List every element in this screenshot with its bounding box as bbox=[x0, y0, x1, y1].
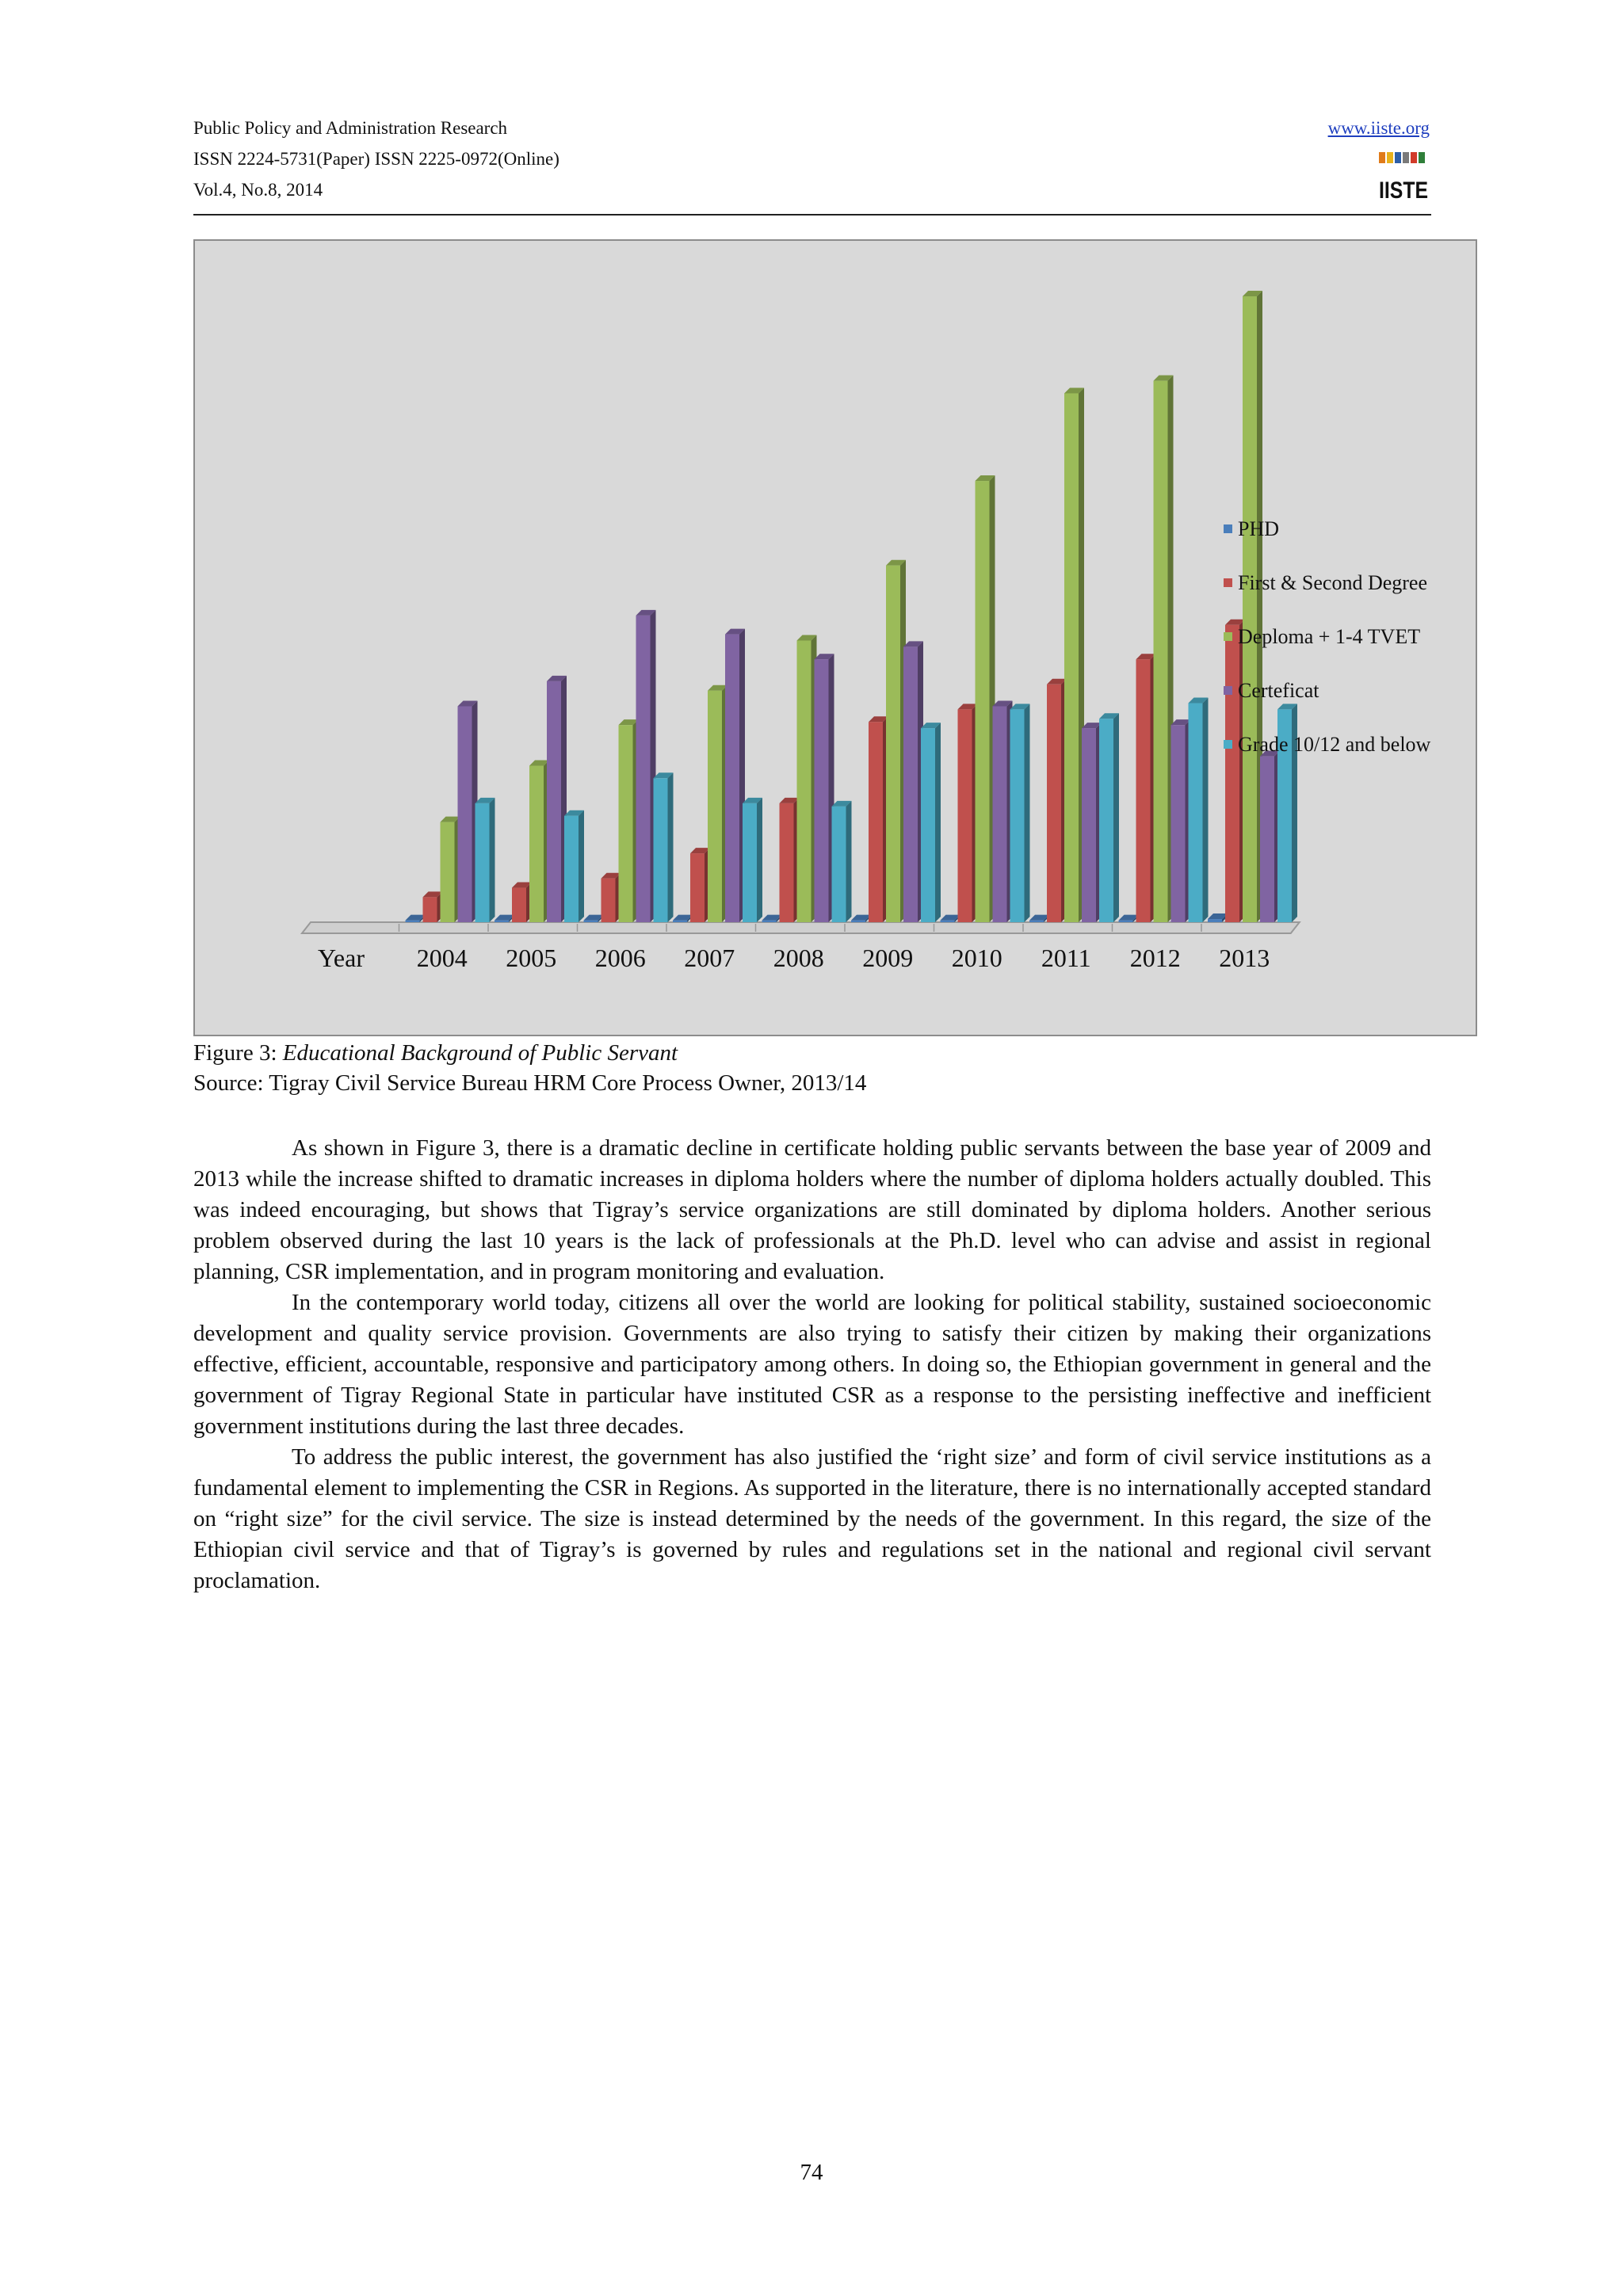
x-tick-label: 2006 bbox=[594, 944, 646, 972]
page-number: 74 bbox=[800, 2160, 823, 2185]
figure-caption bbox=[193, 1038, 866, 1098]
figure-title: Educational Background of Public Servant bbox=[282, 1040, 678, 1066]
x-tick-label: 2011 bbox=[1041, 944, 1091, 972]
legend-swatch bbox=[1224, 524, 1232, 533]
bar-2006-series-3 bbox=[636, 616, 651, 922]
legend-swatch bbox=[1224, 686, 1232, 695]
bar-2011-series-0 bbox=[1029, 921, 1044, 922]
chart-floor bbox=[302, 922, 1300, 933]
iiste-logo-icon bbox=[1377, 149, 1430, 204]
volume-line: Vol.4, No.8, 2014 bbox=[193, 180, 323, 200]
bar-side bbox=[668, 772, 674, 922]
bar-2009-series-1 bbox=[869, 722, 883, 922]
x-tick-label: 2010 bbox=[951, 944, 1002, 972]
bar-side bbox=[935, 723, 941, 922]
legend-label: Grade 10/12 and below bbox=[1238, 733, 1431, 756]
bar-2005-series-1 bbox=[512, 888, 526, 922]
figure-3-chart bbox=[193, 239, 1477, 1036]
bar-2008-series-3 bbox=[815, 659, 829, 922]
bar-2005-series-4 bbox=[564, 816, 579, 922]
bar-2007-series-2 bbox=[708, 691, 722, 922]
bar-2008-series-4 bbox=[832, 807, 846, 922]
bar-2012-series-0 bbox=[1119, 921, 1133, 922]
bar-2004-series-0 bbox=[406, 921, 420, 922]
bar-2012-series-3 bbox=[1171, 725, 1186, 922]
legend-swatch bbox=[1224, 578, 1232, 587]
bar-side bbox=[757, 798, 762, 922]
bar-2012-series-1 bbox=[1136, 659, 1151, 922]
bar-2012-series-4 bbox=[1189, 704, 1203, 923]
bar-2013-series-1 bbox=[1225, 625, 1239, 922]
bar-2008-series-2 bbox=[797, 641, 812, 923]
legend-label: PHD bbox=[1238, 517, 1280, 540]
bar-2010-series-4 bbox=[1010, 709, 1025, 922]
legend-swatch bbox=[1224, 740, 1232, 749]
bar-2008-series-0 bbox=[762, 921, 777, 922]
bar-2006-series-0 bbox=[584, 921, 598, 922]
legend-label: Deploma + 1-4 TVET bbox=[1238, 625, 1421, 648]
bar-2011-series-2 bbox=[1064, 393, 1079, 922]
x-tick-label: 2007 bbox=[684, 944, 735, 972]
bar-2005-series-3 bbox=[547, 681, 561, 922]
paragraph: In the contemporary world today, citizens all over the world are looking for political stability, sustained socioeconomic development and quality service provision. Governments are also trying to satisfy their citizen by making their organizations effective, efficient, accountable, responsive and participatory among others. In doing so, the Ethiopian government in general and the government of Tigray Regional State in particular have instituted CSR as a response to the persisting ineffective and inefficient government institutions during the last three decades. bbox=[193, 1290, 1431, 1439]
bar-2009-series-0 bbox=[851, 921, 865, 922]
header-right bbox=[1328, 113, 1430, 143]
x-tick-label: 2013 bbox=[1219, 944, 1270, 972]
bar-chart bbox=[195, 241, 1476, 1035]
bar-2009-series-4 bbox=[921, 728, 935, 922]
bar-2005-series-0 bbox=[495, 921, 509, 922]
bar-2011-series-1 bbox=[1047, 685, 1061, 922]
bar-2006-series-2 bbox=[619, 725, 633, 922]
bar-side bbox=[1025, 704, 1030, 922]
paragraph: As shown in Figure 3, there is a dramatic decline in certificate holding public servants between the base year of 2009 and 2013 while the increase shifted to dramatic increases in diploma holders where the number of diploma holders actually doubled. This was indeed encouraging, but shows that Tigray’s service organizations are still dominated by diploma holders. Another serious problem observed during the last 10 years is the lack of professionals at the Ph.D. level who can advise and assist in regional planning, CSR implementation, and in program monitoring and evaluation. bbox=[193, 1135, 1431, 1284]
bar-side bbox=[490, 798, 495, 922]
x-tick-label: 2004 bbox=[416, 944, 468, 972]
figure-label: Figure 3: bbox=[193, 1040, 283, 1066]
issn-line: ISSN 2224-5731(Paper) ISSN 2225-0972(Online) bbox=[193, 149, 559, 169]
bar-2008-series-1 bbox=[780, 803, 794, 922]
header-divider bbox=[193, 214, 1431, 215]
bar-2010-series-3 bbox=[993, 706, 1007, 922]
bar-side bbox=[579, 810, 584, 922]
bar-2009-series-3 bbox=[903, 646, 918, 922]
bar-2013-series-2 bbox=[1243, 296, 1257, 922]
bar-2007-series-3 bbox=[725, 635, 739, 922]
figure-title-line bbox=[193, 1038, 866, 1068]
bar-side bbox=[846, 801, 852, 922]
bar-2004-series-3 bbox=[458, 706, 472, 922]
figure-source: Source: Tigray Civil Service Bureau HRM Core Process Owner, 2013/14 bbox=[193, 1070, 867, 1096]
bar-2010-series-2 bbox=[976, 481, 990, 922]
bar-side bbox=[1203, 698, 1209, 923]
x-tick-label: 2009 bbox=[862, 944, 914, 972]
bar-2012-series-2 bbox=[1154, 381, 1168, 922]
journal-header bbox=[193, 113, 559, 205]
bar-2007-series-4 bbox=[743, 803, 757, 922]
journal-url-link[interactable]: www.iiste.org bbox=[1327, 118, 1430, 138]
bar-2005-series-2 bbox=[529, 766, 544, 923]
logo-text: IISTE bbox=[1379, 177, 1428, 204]
body-text bbox=[193, 1133, 1431, 1596]
x-axis-title: Year bbox=[318, 944, 365, 972]
bar-2006-series-4 bbox=[654, 778, 668, 922]
legend-label: Certeficat bbox=[1238, 679, 1319, 702]
bar-2010-series-0 bbox=[941, 921, 955, 922]
bar-2009-series-2 bbox=[886, 566, 900, 922]
bar-2013-series-3 bbox=[1260, 757, 1274, 922]
bar-2004-series-2 bbox=[441, 822, 455, 922]
bar-2006-series-1 bbox=[601, 879, 616, 922]
journal-name: Public Policy and Administration Research bbox=[193, 118, 508, 138]
bar-2011-series-3 bbox=[1082, 728, 1096, 922]
bar-side bbox=[1113, 713, 1119, 922]
x-tick-label: 2005 bbox=[506, 944, 557, 972]
bar-2011-series-4 bbox=[1099, 719, 1113, 922]
x-tick-label: 2012 bbox=[1129, 944, 1181, 972]
x-tick-label: 2008 bbox=[773, 944, 824, 972]
bar-2004-series-4 bbox=[475, 803, 490, 922]
legend-label: First & Second Degree bbox=[1238, 571, 1428, 594]
bar-2010-series-1 bbox=[958, 709, 972, 922]
legend-swatch bbox=[1224, 632, 1232, 641]
bar-2007-series-1 bbox=[690, 853, 705, 922]
bar-2004-series-1 bbox=[423, 897, 437, 922]
bar-2013-series-0 bbox=[1208, 919, 1222, 922]
bar-2007-series-0 bbox=[673, 921, 687, 922]
paragraph: To address the public interest, the government has also justified the ‘right size’ and form of civil service institutions as a fundamental element to implementing the CSR in Regions. As supported in the literature, there is no internationally accepted standard on “right size” for the civil service. The size is instead determined by the needs of the government. In this regard, the size of the Ethiopian civil service and that of Tigray’s is governed by rules and regulations set in the national and regional civil servant proclamation. bbox=[193, 1444, 1431, 1593]
